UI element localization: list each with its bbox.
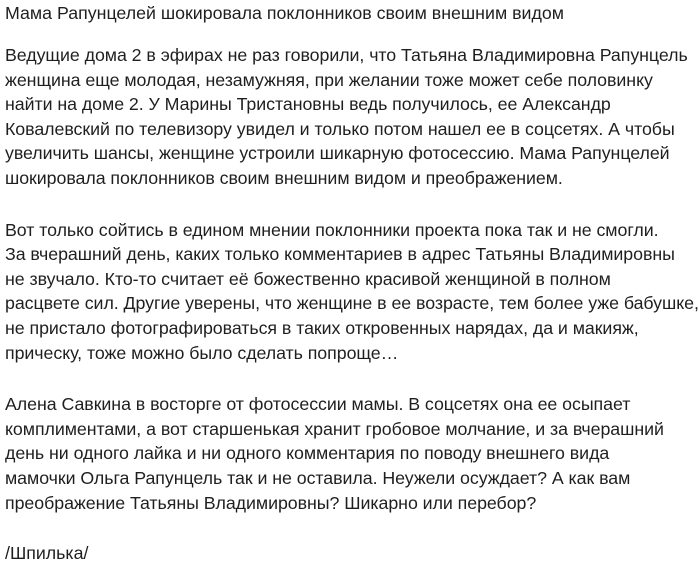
signature: /Шпилька/: [5, 543, 89, 564]
paragraph-line: преображение Татьяны Владимировны? Шикарно или перебор?: [5, 492, 537, 513]
paragraph-line: увеличить шансы, женщине устроили шикарную фотосессию. Мама Рапунцелей: [5, 143, 670, 164]
paragraph-line: Ведущие дома 2 в эфирах не раз говорили, что Татьяна Владимировна Рапунцель: [5, 45, 688, 65]
paragraph-2: [5, 218, 699, 366]
paragraph-line: не звучало. Кто-то считает её божественно красивой женщиной в полном: [5, 268, 611, 289]
paragraph-line: день ни одного лайка и ни одного комментария по поводу внешнего вида: [5, 443, 610, 464]
article: [5, 0, 699, 564]
paragraph-line: расцвете сил. Другие уверены, что женщине в ее возрасте, тем более уже бабушке,: [5, 293, 699, 314]
paragraph-line: Алена Савкина в восторге от фотосессии мамы. В соцсетях она ее осыпает: [5, 394, 631, 415]
paragraph-line: Ковалевский по телевизору увидел и только потом нашел ее в соцсетях. А чтобы: [5, 118, 675, 139]
article-title: Мама Рапунцелей шокировала поклонников своим внешним видом: [5, 3, 564, 23]
paragraph-1: [5, 43, 693, 191]
paragraph-line: прическу, тоже можно было сделать попроще…: [5, 342, 399, 363]
paragraph-line: Вот только сойтись в едином мнении поклонники проекта пока так и не смогли.: [5, 219, 659, 240]
paragraph-line: женщина еще молодая, незамужняя, при желании тоже может себе половинку: [5, 69, 653, 90]
paragraph-line: мамочки Ольга Рапунцель так и не оставила. Неужели осуждает? А как вам: [5, 467, 631, 488]
paragraph-line: не пристало фотографироваться в таких откровенных нарядах, да и макияж,: [5, 317, 639, 338]
paragraph-3: [5, 392, 693, 515]
paragraph-line: найти на доме 2. У Марины Тристановны ведь получилось, ее Александр: [5, 94, 611, 115]
paragraph-line: шокировала поклонников своим внешним видом и преображением.: [5, 167, 563, 188]
paragraph-line: За вчерашний день, каких только комментариев в адрес Татьяны Владимировны: [5, 244, 675, 265]
paragraph-line: комплиментами, а вот старшенькая хранит гробовое молчание, и за вчерашний: [5, 418, 664, 439]
